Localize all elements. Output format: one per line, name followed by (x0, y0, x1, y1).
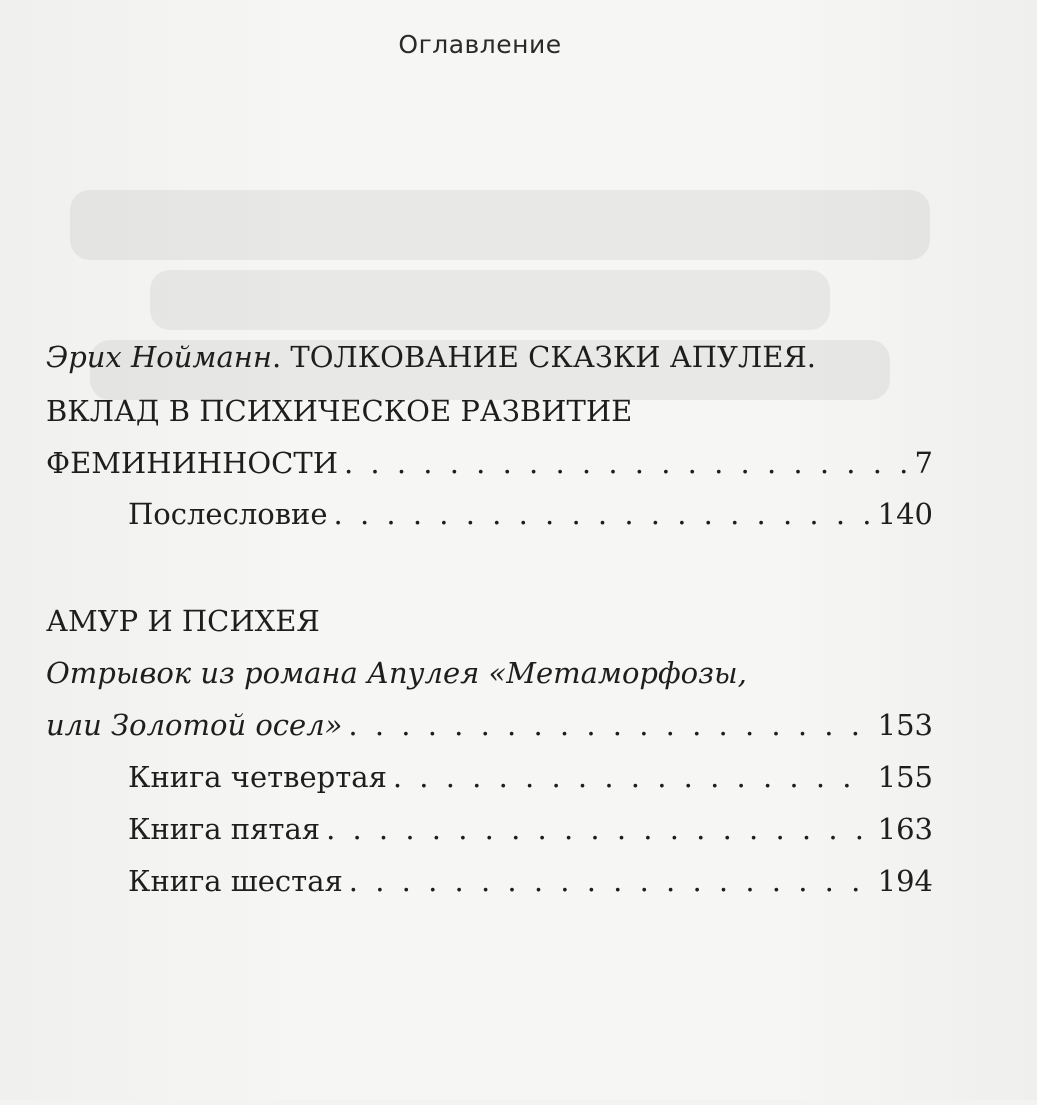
page-number: 194 (877, 864, 933, 898)
section2-title: АМУР И ПСИХЕЯ (46, 604, 320, 638)
page-number: 153 (877, 708, 933, 742)
page-number: 155 (877, 760, 933, 794)
author-dot: . (271, 340, 291, 374)
dot-leader (349, 861, 870, 901)
author-name: Эрих Нойманн (46, 340, 272, 374)
toc-entry-book-five[interactable] (128, 809, 933, 849)
toc-entry-afterword[interactable] (128, 494, 933, 534)
section1-title-line3: ФЕМИНИННОСТИ (46, 446, 338, 480)
page-heading: Оглавление (398, 30, 562, 59)
dot-leader (326, 809, 870, 849)
entry-title: Книга четвертая (128, 760, 387, 794)
section1-title-part1: ТОЛКОВАНИЕ СКАЗКИ АПУЛЕЯ. (290, 340, 817, 374)
dot-leader (344, 443, 907, 483)
dot-leader (348, 705, 869, 745)
section2-subtitle-line2: или Золотой осел» (46, 708, 343, 742)
dot-leader (393, 757, 870, 797)
toc-entry-section1[interactable] (46, 443, 933, 483)
entry-title: Книга шестая (128, 864, 343, 898)
entry-title: Послесловие (128, 497, 328, 531)
page-number: 163 (877, 812, 933, 846)
toc-entry-section2[interactable] (46, 705, 933, 745)
section1-title-line2: ВКЛАД В ПСИХИЧЕСКОЕ РАЗВИТИЕ (46, 394, 633, 428)
page-number: 7 (914, 446, 933, 480)
section2-subtitle-line1: Отрывок из романа Апулея «Метаморфозы, (46, 656, 747, 690)
section1-title-line1 (46, 337, 816, 377)
page-number: 140 (877, 497, 933, 531)
toc-entry-book-four[interactable] (128, 757, 933, 797)
dot-leader (334, 494, 870, 534)
entry-title: Книга пятая (128, 812, 321, 846)
toc-entry-book-six[interactable] (128, 861, 933, 901)
